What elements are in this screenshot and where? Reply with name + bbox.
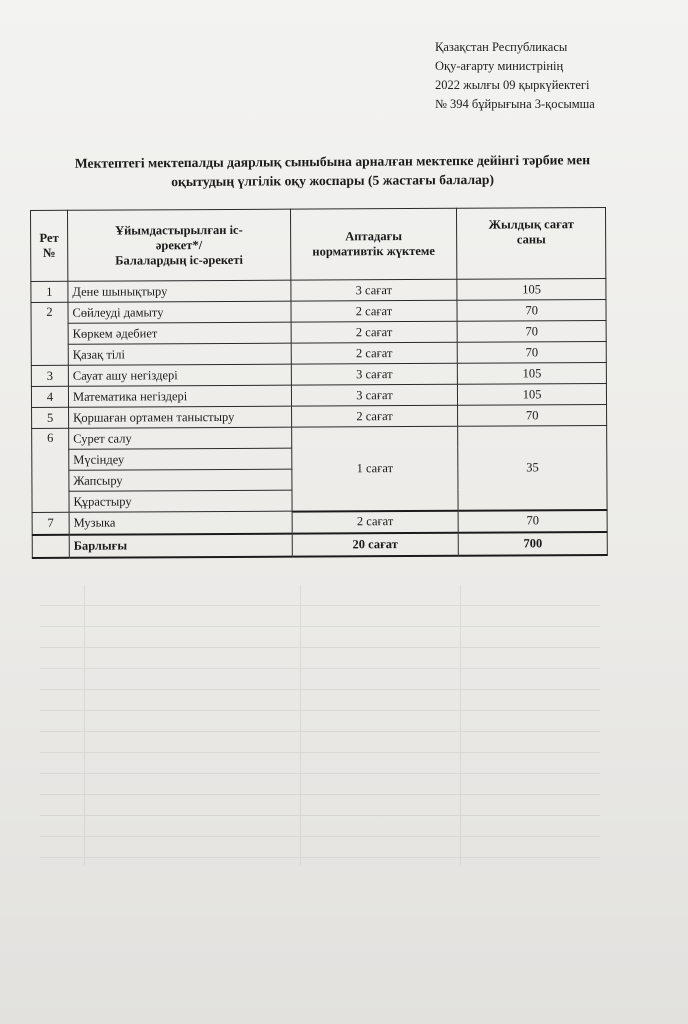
- row-yearly: 70: [458, 509, 607, 532]
- header-line: 2022 жылғы 09 қыркүйектегі: [435, 78, 590, 92]
- row-weekly: 2 сағат: [291, 342, 458, 364]
- row-weekly: 2 сағат: [292, 510, 459, 533]
- header-yearly-hours: Жылдық сағат саны: [457, 207, 606, 279]
- table-row: [31, 383, 606, 407]
- row-activity: Құрастыру: [69, 490, 292, 512]
- table-header-row: [31, 207, 606, 281]
- row-yearly: 105: [458, 383, 607, 405]
- row-activity: Көркем әдебиет: [68, 322, 291, 344]
- row-activity: Қоршаған ортамен таныстыру: [69, 406, 292, 428]
- row-activity: Жапсыру: [69, 469, 292, 491]
- row-weekly: 2 сағат: [291, 405, 458, 427]
- table-row: [32, 404, 607, 428]
- row-yearly: 70: [457, 299, 606, 321]
- show-through-shadow: [40, 585, 600, 865]
- row-weekly: 1 сағат: [291, 426, 458, 511]
- row-activity: Дене шынықтыру: [68, 280, 291, 302]
- header-line: Қазақстан Республикасы: [435, 40, 568, 54]
- table-row: [31, 320, 606, 344]
- row-activity: Мүсіндеу: [69, 448, 292, 470]
- header-line: № 394 бұйрығына 3-қосымша: [435, 97, 595, 111]
- total-yearly: 700: [458, 531, 607, 555]
- row-yearly: 105: [457, 278, 606, 300]
- row-activity: Сауат ашу негіздері: [68, 364, 291, 386]
- header-line: Оқу-ағарту министрінің: [435, 59, 564, 73]
- row-activity: Сурет салу: [69, 427, 292, 449]
- approval-header: [435, 38, 595, 114]
- row-number: 4: [31, 386, 68, 407]
- total-row: [32, 531, 607, 557]
- row-number: 5: [32, 407, 69, 428]
- header-weekly-load: Аптадағы нормативтік жүктеме: [290, 208, 457, 280]
- row-weekly: 3 сағат: [291, 384, 458, 406]
- row-weekly: 2 сағат: [291, 300, 458, 322]
- total-weekly: 20 сағат: [292, 532, 459, 556]
- title-line-1: Мектептегі мектепалды даярлық сыныбына арналған мектепке дейінгі тәрбие мен: [74, 152, 591, 171]
- total-label: Барлығы: [69, 533, 292, 557]
- row-number: 3: [31, 365, 68, 386]
- row-number: 6: [32, 428, 69, 512]
- table-row: [31, 362, 606, 386]
- row-weekly: 2 сағат: [291, 321, 458, 343]
- row-activity: Қазақ тілі: [68, 343, 291, 365]
- row-number: 2: [31, 302, 68, 365]
- row-weekly: 3 сағат: [291, 363, 458, 385]
- title-line-2: оқытудың үлгілік оқу жоспары (5 жастағы балалар): [171, 171, 495, 190]
- row-number: 1: [31, 281, 68, 302]
- total-number-cell: [32, 534, 69, 557]
- row-yearly: 35: [458, 425, 607, 510]
- row-yearly: 70: [457, 341, 606, 363]
- document-title: [20, 150, 645, 192]
- table-row: [31, 341, 606, 365]
- row-number: 7: [32, 512, 69, 534]
- row-activity: Сөйлеуді дамыту: [68, 301, 291, 323]
- row-yearly: 105: [458, 362, 607, 384]
- header-number: Рет №: [31, 210, 68, 281]
- row-activity: Математика негіздері: [68, 385, 291, 407]
- row-weekly: 3 сағат: [290, 279, 457, 301]
- row-activity: Музыка: [69, 511, 292, 534]
- table-row: [31, 299, 606, 323]
- row-yearly: 70: [457, 320, 606, 342]
- table-row: [32, 425, 607, 449]
- row-yearly: 70: [458, 404, 607, 426]
- table-row: [32, 509, 607, 534]
- table-row: [31, 278, 606, 302]
- curriculum-table: [30, 207, 608, 559]
- header-activity: Ұйымдастырылған іс- әрекет*/ Балалардың іс-әрекеті: [67, 209, 290, 281]
